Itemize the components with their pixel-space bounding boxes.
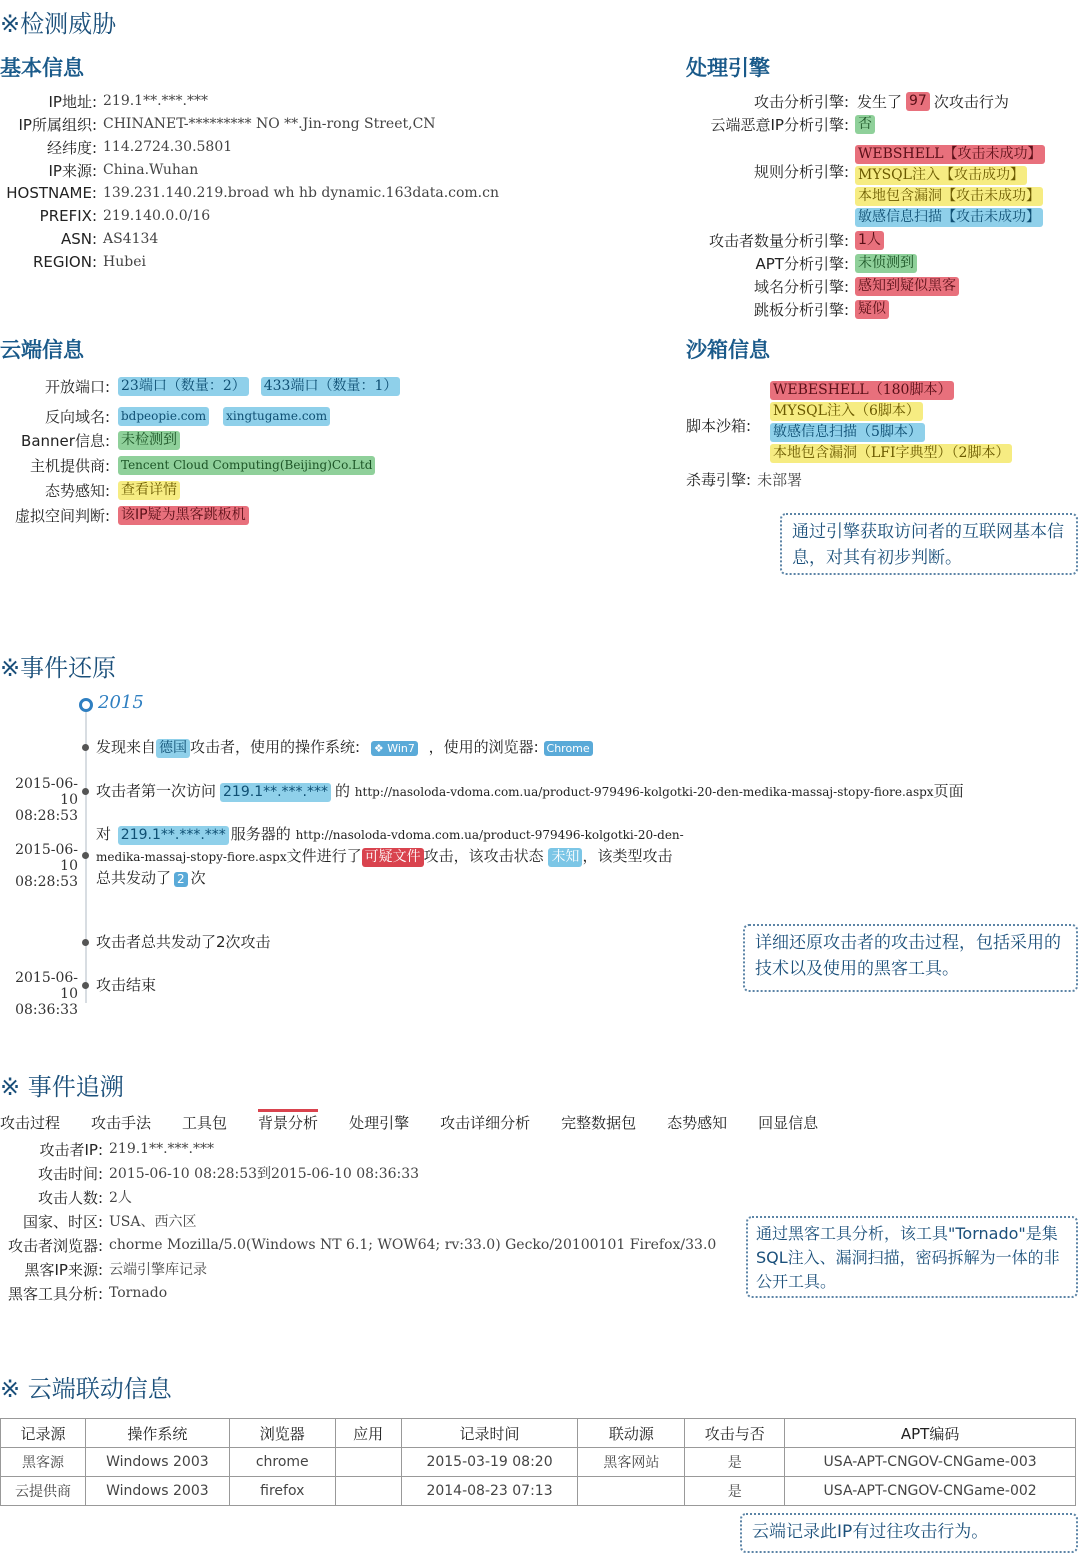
basic-info-value: 114.2724.30.5801 — [103, 139, 233, 155]
script-tag: 本地包含漏洞（LFI字典型）（2脚本） — [770, 444, 1012, 463]
engine-jump-value: 疑似 — [855, 300, 889, 319]
event-end: 攻击结束 — [96, 976, 157, 994]
table-cell: Windows 2003 — [85, 1448, 229, 1477]
engine-apt-label: APT分析引擎: — [755, 254, 849, 273]
event-text: ，使用的浏览器: — [428, 738, 539, 756]
basic-info-value: China.Wuhan — [103, 162, 199, 178]
basic-info-row — [0, 136, 232, 158]
table-cell: chrome — [229, 1448, 335, 1477]
trace-info-value: 云端引擎库记录 — [109, 1262, 207, 1278]
basic-info-row — [0, 159, 198, 181]
script-tag: 敏感信息扫描（5脚本） — [770, 423, 925, 442]
browser-badge: Chrome — [544, 741, 593, 756]
timeline-dot — [82, 788, 89, 795]
table-header-cell: 攻击与否 — [685, 1419, 785, 1448]
timeline-dot — [82, 852, 89, 859]
trace-info-row — [0, 1234, 716, 1256]
timeline-dot — [82, 744, 89, 751]
cloud-info-title: 云端信息 — [0, 338, 84, 362]
event-discovered — [96, 737, 599, 758]
event-text: 文件进行了 — [286, 847, 362, 865]
cloud-rdns-label: 反向域名: — [44, 407, 110, 426]
basic-info-row — [0, 205, 210, 227]
rule-tag: 敏感信息扫描【攻击未成功】 — [855, 208, 1043, 227]
event-time: 2015-06-10 08:28:53 — [15, 776, 78, 824]
table-cell — [335, 1477, 401, 1506]
rule-tag: WEBSHELL【攻击未成功】 — [855, 145, 1045, 164]
section-title-cloud-link: ※ 云端联动信息 — [0, 1375, 172, 1403]
event-time: 2015-06-10 08:28:53 — [15, 842, 78, 890]
cloud-row-host — [0, 454, 381, 476]
event-url[interactable]: http://nasoloda-vdoma.com.ua/product-979496-kolgotki-20-den-medika-massaj-stopy-fiore.aspx — [354, 785, 934, 799]
basic-info-label: REGION: — [32, 253, 97, 271]
tab-item[interactable]: 攻击手法 — [91, 1114, 152, 1132]
engine-apt-value: 未侦测到 — [855, 254, 917, 273]
trace-info-value: 2015-06-10 08:28:53到2015-06-10 08:36:33 — [109, 1166, 420, 1182]
trace-info-value: chorme Mozilla/5.0(Windows NT 6.1; WOW64; rv:33.0) Gecko/20100101 Firefox/33.0 — [109, 1237, 717, 1253]
engine-row-cloud — [686, 113, 881, 135]
cloud-row-ports — [0, 375, 406, 397]
engine-attack-post: 次攻击行为 — [933, 92, 1009, 111]
table-cell: 是 — [685, 1448, 785, 1477]
trace-info-row — [0, 1138, 214, 1160]
suspicious-tag: 可疑文件 — [362, 848, 424, 867]
os-label: Win7 — [387, 742, 415, 755]
basic-info-value: 219.140.0.0/16 — [103, 208, 211, 224]
table-header-cell: 联动源 — [578, 1419, 685, 1448]
event-text: ，该类型攻击 — [582, 847, 673, 865]
cloud-row-sense — [0, 479, 186, 501]
table-cell: firefox — [229, 1477, 335, 1506]
cloud-sense-link[interactable]: 查看详情 — [118, 481, 180, 500]
table-header-cell: 记录时间 — [401, 1419, 578, 1448]
sandbox-row-av — [686, 468, 802, 490]
event-text: 总共发动了 — [96, 869, 172, 887]
tab-item[interactable]: 处理引擎 — [349, 1114, 410, 1132]
rule-tag: 本地包含漏洞【攻击未成功】 — [855, 187, 1043, 206]
sandbox-av-label: 杀毒引擎: — [686, 470, 752, 489]
event-text: 发现来自 — [96, 738, 157, 756]
trace-tabs — [0, 1112, 849, 1133]
tab-item[interactable]: 完整数据包 — [561, 1114, 637, 1132]
basic-info-row — [0, 251, 146, 273]
engine-row-domain — [686, 275, 965, 297]
port-tag: 23端口（数量：2） — [118, 377, 249, 396]
os-badge: ❖ Win7 — [371, 741, 418, 756]
trace-info-label: 黑客工具分析: — [7, 1284, 103, 1303]
trace-info-row — [0, 1186, 132, 1208]
basic-info-value: 139.231.140.219.broad wh hb dynamic.163data.com.cn — [103, 185, 499, 201]
engine-attack-count: 97 — [906, 92, 930, 111]
count-badge: 2 — [174, 872, 188, 887]
engine-cloud-value: 否 — [855, 115, 875, 134]
basic-info-label: HOSTNAME: — [6, 184, 97, 202]
cloud-ports-label: 开放端口: — [44, 377, 110, 396]
tab-item[interactable]: 背景分析 — [258, 1109, 318, 1133]
event-url[interactable]: medika-massaj-stopy-fiore.aspx — [96, 850, 287, 864]
cloud-link-table — [0, 1418, 1076, 1506]
basic-info-row — [0, 228, 158, 250]
timeline-dot — [82, 939, 89, 946]
timeline-year: 2015 — [98, 692, 144, 713]
timeline-year-marker — [79, 698, 93, 712]
section-title-trace: ※ 事件追溯 — [0, 1073, 124, 1101]
table-cell: 2014-08-23 07:13 — [401, 1477, 578, 1506]
basic-info-label: ASN: — [60, 230, 97, 248]
tab-item[interactable]: 工具包 — [182, 1114, 228, 1132]
event-text: 攻击者第一次访问 — [96, 782, 217, 800]
event-text: 攻击者，使用的操作系统: — [190, 738, 361, 756]
table-header-cell: APT编码 — [785, 1419, 1076, 1448]
trace-info-label: 攻击人数: — [37, 1188, 103, 1207]
engine-domain-value: 感知到疑似黑客 — [855, 277, 959, 296]
sandbox-av-value: 未部署 — [757, 470, 803, 489]
table-header-cell: 记录源 — [1, 1419, 86, 1448]
engine-title: 处理引擎 — [686, 56, 770, 80]
tab-item[interactable]: 攻击过程 — [0, 1114, 61, 1132]
script-tag: MYSQL注入（6脚本） — [770, 402, 923, 421]
engine-row-rule — [686, 160, 849, 182]
engine-rule-label: 规则分析引擎: — [753, 162, 849, 181]
cloud-virt-label: 虚拟空间判断: — [14, 506, 110, 525]
basic-info-label: IP地址: — [48, 92, 97, 111]
cloud-sense-label: 态势感知: — [44, 481, 110, 500]
ip-tag: 219.1**.***.*** — [118, 826, 229, 845]
cloud-virt-value: 该IP疑为黑客跳板机 — [118, 506, 249, 525]
table-cell — [578, 1477, 685, 1506]
table-cell: USA-APT-CNGOV-CNGame-002 — [785, 1477, 1076, 1506]
trace-info-value: 2人 — [109, 1190, 132, 1206]
event-text: 次 — [190, 869, 206, 887]
event-text: 的 — [335, 782, 351, 800]
table-cell — [335, 1448, 401, 1477]
rdns-tag[interactable]: bdpeopie.com — [118, 407, 209, 426]
trace-info-row — [0, 1210, 197, 1232]
engine-row-jump — [686, 298, 895, 320]
event-time: 2015-06-10 08:36:33 — [15, 970, 78, 1018]
cloud-host-label: 主机提供商: — [29, 456, 110, 475]
engine-row-apt — [686, 252, 923, 274]
trace-info-label: 黑客IP来源: — [24, 1260, 103, 1279]
sandbox-row-script — [686, 414, 751, 436]
table-header-cell: 浏览器 — [229, 1419, 335, 1448]
script-tag: WEBESHELL（180脚本） — [770, 381, 954, 400]
trace-info-value: 219.1**.***.*** — [109, 1141, 214, 1157]
table-cell: USA-APT-CNGOV-CNGame-003 — [785, 1448, 1076, 1477]
tab-item[interactable]: 攻击详细分析 — [440, 1114, 531, 1132]
engine-jump-label: 跳板分析引擎: — [753, 300, 849, 319]
engine-rule-list — [855, 143, 1051, 227]
cloud-host-value: Tencent Cloud Computing(Beijing)Co.Ltd — [118, 456, 375, 475]
trace-info-value: Tornado — [109, 1285, 168, 1301]
event-total: 攻击者总共发动了2次攻击 — [96, 933, 271, 951]
trace-info-row — [0, 1282, 167, 1304]
table-row — [1, 1448, 1076, 1477]
table-cell: 黑客源 — [1, 1448, 86, 1477]
basic-info-title: 基本信息 — [0, 56, 84, 80]
basic-info-label: IP来源: — [48, 161, 97, 180]
event-first-visit — [96, 781, 964, 803]
event-text: 对 — [96, 825, 112, 843]
trace-info-label: 国家、时区: — [22, 1212, 103, 1231]
event-text: 服务器的 — [230, 825, 291, 843]
sandbox-script-list — [770, 379, 1018, 463]
sandbox-title: 沙箱信息 — [686, 338, 770, 362]
sandbox-script-label: 脚本沙箱: — [686, 416, 752, 435]
table-header-row — [1, 1419, 1076, 1448]
cloud-row-banner — [0, 429, 186, 451]
basic-info-value: CHINANET-********* NO **.Jin-rong Street,CN — [103, 116, 436, 132]
basic-info-value: 219.1**.***.*** — [103, 93, 208, 109]
table-cell: 是 — [685, 1477, 785, 1506]
table-cell: 黑客网站 — [578, 1448, 685, 1477]
table-cell: 云提供商 — [1, 1477, 86, 1506]
note-cloud-link: 云端记录此IP有过往攻击行为。 — [740, 1513, 1078, 1553]
port-tag: 433端口（数量：1） — [261, 377, 401, 396]
trace-info-label: 攻击时间: — [37, 1164, 103, 1183]
engine-domain-label: 域名分析引擎: — [753, 277, 849, 296]
event-attack — [96, 824, 716, 889]
event-text: 页面 — [933, 782, 964, 800]
basic-info-row — [0, 182, 499, 204]
basic-info-label: PREFIX: — [39, 207, 97, 225]
trace-info-label: 攻击者IP: — [39, 1140, 103, 1159]
ip-tag: 219.1**.***.*** — [220, 783, 331, 802]
trace-info-row — [0, 1258, 207, 1280]
basic-info-value: AS4134 — [103, 231, 159, 247]
note-replay: 详细还原攻击者的攻击过程，包括采用的技术以及使用的黑客工具。 — [743, 924, 1078, 992]
section-title-replay: ※事件还原 — [0, 654, 117, 682]
table-header-cell: 应用 — [335, 1419, 401, 1448]
engine-attack-label: 攻击分析引擎: — [753, 92, 849, 111]
table-cell: Windows 2003 — [85, 1477, 229, 1506]
cloud-row-virt — [0, 504, 255, 526]
engine-attack-pre: 发生了 — [857, 92, 903, 111]
basic-info-row — [0, 90, 208, 112]
engine-row-count — [686, 229, 890, 251]
section-title-detect: ※检测威胁 — [0, 10, 117, 38]
basic-info-row — [0, 113, 436, 135]
table-row — [1, 1477, 1076, 1506]
engine-row-attack — [686, 90, 1009, 112]
note-engine: 通过引擎获取访问者的互联网基本信息，对其有初步判断。 — [780, 513, 1078, 575]
state-tag: 未知 — [548, 848, 582, 867]
table-header-cell: 操作系统 — [85, 1419, 229, 1448]
event-url[interactable]: http://nasoloda-vdoma.com.ua/product-979496-kolgotki-20-den- — [295, 828, 684, 842]
basic-info-label: IP所属组织: — [18, 115, 97, 134]
tab-item[interactable]: 态势感知 — [667, 1114, 728, 1132]
engine-count-value: 1人 — [855, 231, 884, 250]
rdns-tag[interactable]: xingtugame.com — [223, 407, 330, 426]
country-tag: 德国 — [156, 739, 190, 758]
basic-info-label: 经纬度: — [46, 138, 97, 157]
table-cell: 2015-03-19 08:20 — [401, 1448, 578, 1477]
trace-info-value: USA、西六区 — [109, 1214, 197, 1230]
basic-info-value: Hubei — [103, 254, 146, 270]
event-text: 攻击，该攻击状态 — [423, 847, 544, 865]
engine-cloud-label: 云端恶意IP分析引擎: — [710, 115, 849, 134]
timeline-dot — [82, 982, 89, 989]
engine-count-label: 攻击者数量分析引擎: — [708, 231, 849, 250]
cloud-row-rdns — [0, 405, 336, 427]
note-trace: 通过黑客工具分析，该工具"Tornado"是集SQL注入、漏洞扫描，密码拆解为一体的非公开工具。 — [746, 1216, 1078, 1298]
cloud-banner-label: Banner信息: — [21, 431, 110, 450]
trace-info-row — [0, 1162, 419, 1184]
cloud-banner-value: 未检测到 — [118, 431, 180, 450]
tab-item[interactable]: 回显信息 — [758, 1114, 819, 1132]
trace-info-label: 攻击者浏览器: — [7, 1236, 103, 1255]
rule-tag: MYSQL注入【攻击成功】 — [855, 166, 1027, 185]
